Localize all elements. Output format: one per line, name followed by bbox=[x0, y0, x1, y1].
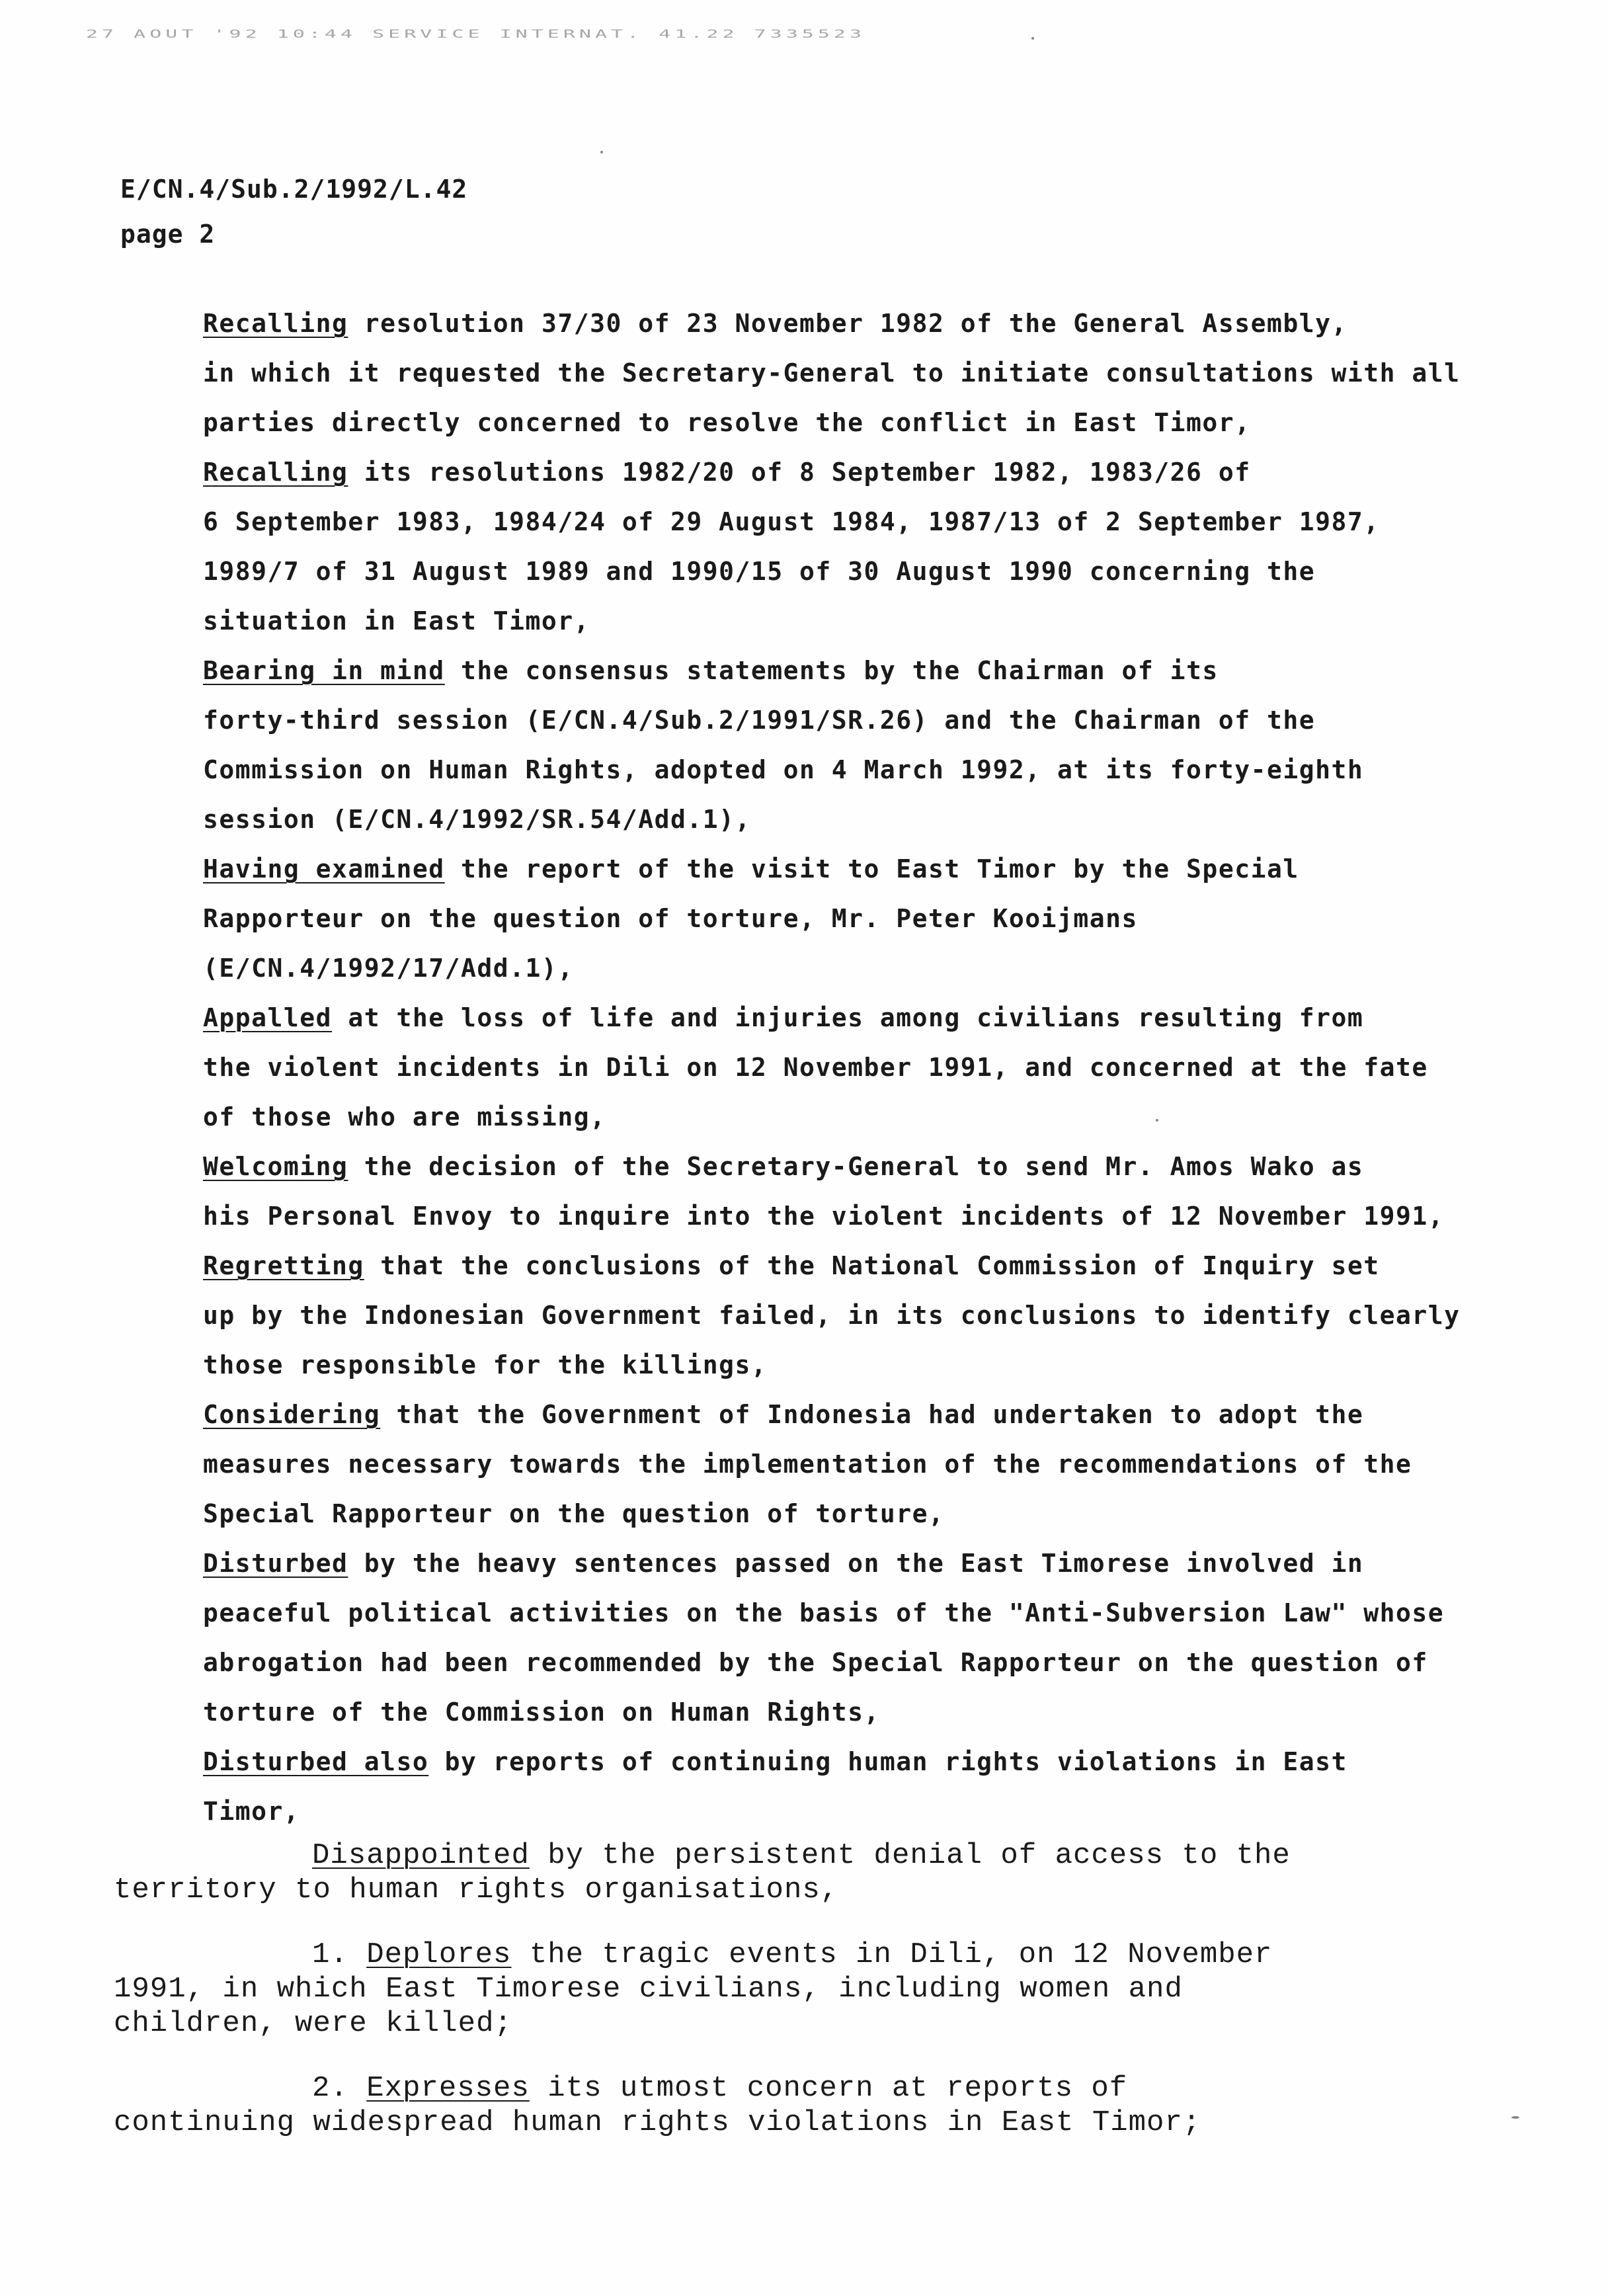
line-text: his Personal Envoy to inquire into the violent incidents of 12 November 1991, bbox=[203, 1202, 1445, 1231]
paragraph-line bbox=[120, 299, 1416, 348]
preamble-paragraph bbox=[120, 993, 1428, 1142]
paragraph-line bbox=[120, 1787, 1416, 1836]
line-text: measures necessary towards the implementation of the recommendations of the bbox=[203, 1450, 1412, 1479]
paragraph-keyword: Disappointed bbox=[312, 1839, 530, 1872]
paragraph-keyword: Bearing in mind bbox=[203, 656, 445, 685]
line-text: those responsible for the killings, bbox=[203, 1350, 768, 1379]
line-text: (E/CN.4/1992/17/Add.1), bbox=[203, 954, 574, 983]
paragraph-line bbox=[120, 448, 1416, 497]
preamble-paragraph bbox=[114, 1838, 1410, 1907]
line-text: situation in East Timor, bbox=[203, 606, 590, 636]
paragraph-line bbox=[120, 1192, 1445, 1241]
paragraph-line bbox=[120, 944, 1416, 993]
paragraph-line bbox=[120, 596, 1416, 646]
line-text: its utmost concern at reports of bbox=[529, 2072, 1128, 2105]
line-text: the report of the visit to East Timor by the Special bbox=[444, 854, 1299, 883]
paragraph-keyword: Recalling bbox=[203, 458, 348, 487]
line-text: up by the Indonesian Government failed, in its conclusions to identify clearly bbox=[203, 1301, 1461, 1330]
paragraph-line bbox=[120, 745, 1416, 795]
paragraph-keyword: Deplores bbox=[366, 1938, 512, 1971]
paragraph-keyword: Expresses bbox=[366, 2072, 530, 2105]
paragraph-line bbox=[120, 1340, 1416, 1390]
paragraph-line bbox=[120, 1539, 1416, 1588]
preamble-paragraph bbox=[120, 646, 1416, 844]
paragraph-line bbox=[120, 1737, 1416, 1787]
paragraph-keyword: Recalling bbox=[203, 309, 348, 338]
preamble-paragraph bbox=[120, 1737, 1416, 1836]
line-text: session (E/CN.4/1992/SR.54/Add.1), bbox=[203, 805, 751, 834]
paragraph-keyword: Regretting bbox=[203, 1251, 364, 1280]
line-text: torture of the Commission on Human Rights, bbox=[203, 1698, 880, 1727]
line-text: 6 September 1983, 1984/24 of 29 August 1984, 1987/13 of 2 September 1987, bbox=[203, 507, 1380, 536]
line-text: that the conclusions of the National Commission of Inquiry set bbox=[364, 1251, 1380, 1280]
line-text: forty-third session (E/CN.4/Sub.2/1991/SR.26) and the Chairman of the bbox=[203, 706, 1316, 735]
paragraph-line bbox=[114, 1838, 1410, 1873]
paragraph-line bbox=[120, 1638, 1428, 1688]
paragraph-line bbox=[120, 1688, 1416, 1737]
fax-transmission-header: 27 AOUT '92 10:44 SERVICE INTERNAT. 41.22 7335523 bbox=[86, 28, 866, 41]
paragraph-keyword: Having examined bbox=[203, 854, 445, 883]
line-text: its resolutions 1982/20 of 8 September 1982, 1983/26 of bbox=[348, 458, 1251, 487]
line-text: Special Rapporteur on the question of torture, bbox=[203, 1499, 945, 1528]
document-symbol: E/CN.4/Sub.2/1992/L.42 bbox=[120, 175, 468, 204]
paragraph-line bbox=[120, 795, 1416, 844]
paragraph-line bbox=[120, 1489, 1416, 1539]
line-text: Commission on Human Rights, adopted on 4 March 1992, at its forty-eighth bbox=[203, 755, 1364, 784]
line-text: by the heavy sentences passed on the East Timorese involved in bbox=[348, 1549, 1364, 1578]
line-text: the violent incidents in Dili on 12 November 1991, and concerned at the fate bbox=[203, 1053, 1428, 1082]
scan-speck bbox=[1511, 2116, 1519, 2119]
line-text: by the persistent denial of access to the bbox=[529, 1839, 1291, 1872]
document-reference bbox=[120, 167, 467, 257]
paragraph-line bbox=[120, 894, 1416, 944]
paragraph-line: territory to human rights organisations, bbox=[114, 1873, 839, 1906]
line-text: in which it requested the Secretary-General to initiate consultations with all bbox=[203, 358, 1461, 388]
paragraph-line bbox=[120, 1092, 1416, 1142]
paragraph-number: 2. bbox=[312, 2072, 348, 2105]
line-text: parties directly concerned to resolve the conflict in East Timor, bbox=[203, 408, 1251, 437]
preamble-paragraph bbox=[120, 1241, 1461, 1390]
operative-paragraph bbox=[114, 1938, 1410, 2041]
line-text: Timor, bbox=[203, 1797, 300, 1826]
paragraph-line bbox=[120, 1043, 1428, 1092]
preamble-paragraph bbox=[120, 1390, 1416, 1539]
paragraph-line: 1991, in which East Timorese civilians, including women and bbox=[114, 1973, 1183, 2006]
paragraph-line bbox=[120, 1241, 1416, 1291]
paragraph-line bbox=[120, 547, 1416, 596]
line-text: at the loss of life and injuries among civilians resulting from bbox=[332, 1003, 1364, 1032]
paragraph-line bbox=[120, 348, 1461, 398]
page-number: page 2 bbox=[120, 220, 216, 249]
paragraph-line bbox=[120, 497, 1416, 547]
paragraph-line bbox=[120, 646, 1416, 696]
paragraph-keyword: Considering bbox=[203, 1400, 381, 1429]
line-text: the consensus statements by the Chairman of its bbox=[444, 656, 1219, 685]
paragraph-line bbox=[120, 398, 1416, 448]
line-text: that the Government of Indonesia had undertaken to adopt the bbox=[380, 1400, 1364, 1429]
paragraph-keyword: Disturbed bbox=[203, 1549, 348, 1578]
preamble-paragraph bbox=[120, 448, 1416, 646]
paragraph-line bbox=[120, 1291, 1461, 1340]
paragraph-number: 1. bbox=[312, 1938, 348, 1971]
paragraph-line bbox=[120, 1390, 1416, 1440]
paragraph-keyword: Appalled bbox=[203, 1003, 333, 1032]
line-text: peaceful political activities on the basis of the "Anti-Subversion Law" whose bbox=[203, 1598, 1445, 1627]
line-text: 1989/7 of 31 August 1989 and 1990/15 of 30 August 1990 concerning the bbox=[203, 557, 1316, 586]
paragraph-line bbox=[120, 844, 1416, 894]
line-text: of those who are missing, bbox=[203, 1102, 606, 1131]
paragraph-line: continuing widespread human rights violations in East Timor; bbox=[114, 2106, 1201, 2139]
preamble-typewritten bbox=[120, 299, 1461, 1836]
preamble-paragraph bbox=[120, 299, 1461, 448]
preamble-paragraph bbox=[120, 1142, 1445, 1241]
paragraph-line bbox=[120, 1588, 1445, 1638]
paragraph-line bbox=[120, 993, 1416, 1043]
paragraph-keyword: Welcoming bbox=[203, 1152, 348, 1181]
paragraph-line bbox=[120, 1142, 1416, 1192]
paragraph-line bbox=[120, 1440, 1416, 1489]
paragraph-line bbox=[120, 696, 1416, 745]
line-text: the tragic events in Dili, on 12 November bbox=[511, 1938, 1273, 1971]
preamble-and-operative-wordprocessed bbox=[114, 1838, 1410, 2170]
line-text: Rapporteur on the question of torture, Mr. Peter Kooijmans bbox=[203, 904, 1138, 933]
scan-speck bbox=[600, 151, 603, 153]
line-text: the decision of the Secretary-General to send Mr. Amos Wako as bbox=[348, 1152, 1364, 1181]
line-text: by reports of continuing human rights violations in East bbox=[428, 1747, 1347, 1776]
preamble-paragraph bbox=[120, 1539, 1445, 1737]
operative-paragraph bbox=[114, 2071, 1410, 2140]
line-text: resolution 37/30 of 23 November 1982 of the General Assembly, bbox=[348, 309, 1347, 338]
line-text: abrogation had been recommended by the Special Rapporteur on the question of bbox=[203, 1648, 1428, 1677]
paragraph-line bbox=[114, 2071, 1410, 2106]
paragraph-line bbox=[114, 1938, 1410, 1972]
paragraph-line: children, were killed; bbox=[114, 2007, 512, 2040]
preamble-paragraph bbox=[120, 844, 1416, 993]
paragraph-keyword: Disturbed also bbox=[203, 1747, 429, 1776]
scan-speck bbox=[1031, 37, 1034, 40]
